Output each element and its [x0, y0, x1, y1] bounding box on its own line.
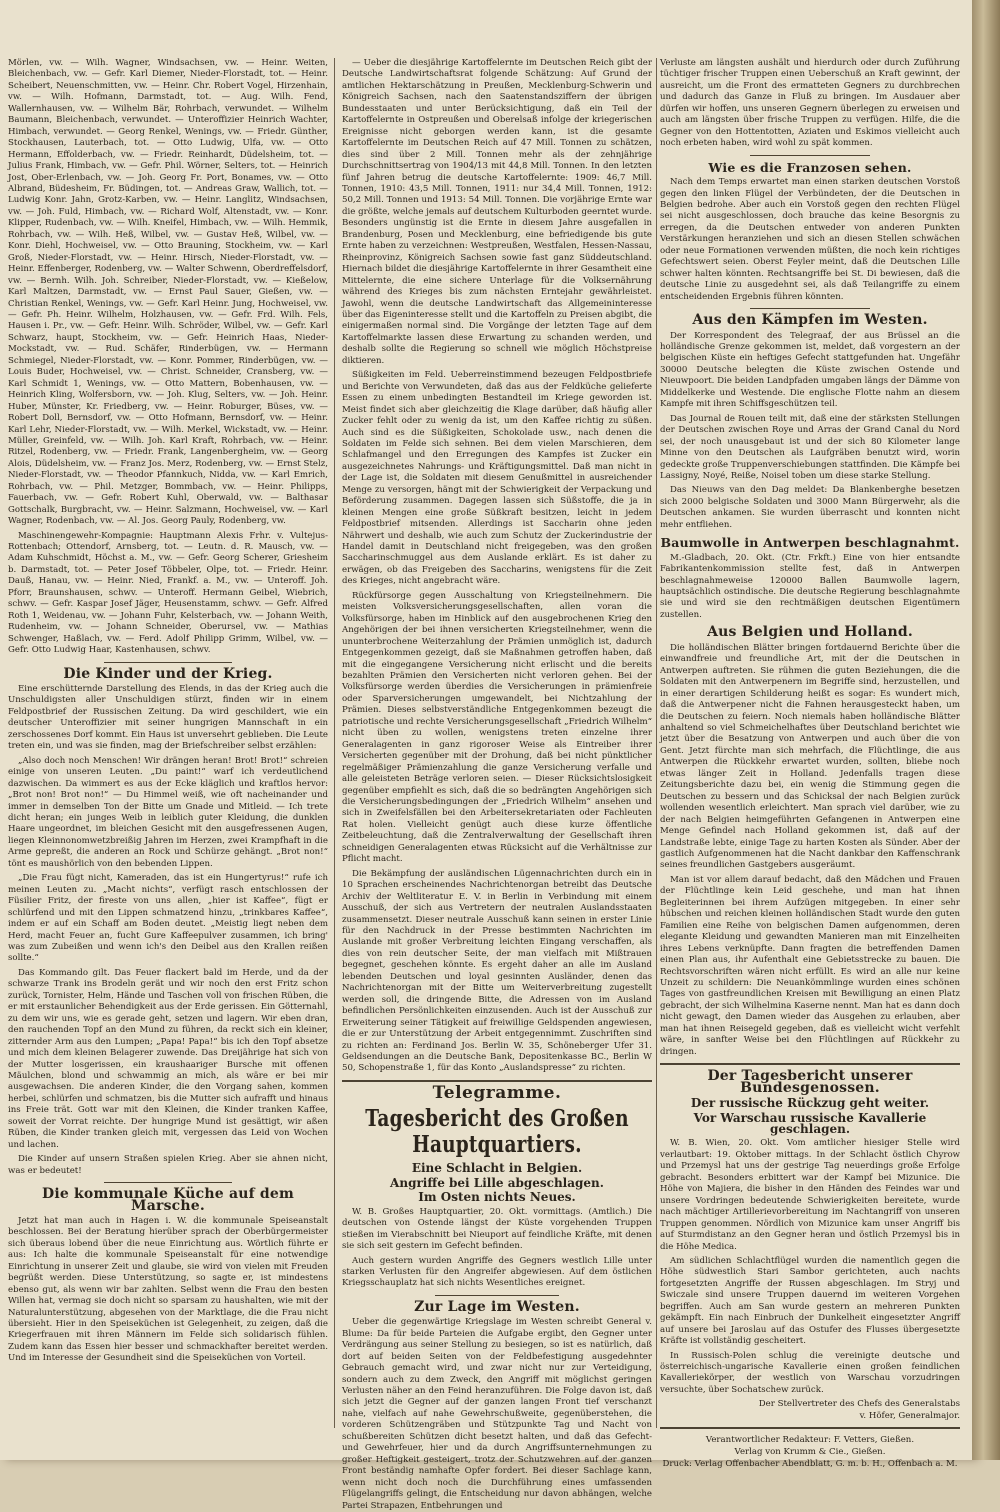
casualty-list: Mörlen, vw. — Wilh. Wagner, Windsachsen, vw. — Heinr. Weiten, Bleichenbach, vw. — Gefr. Karl Diemer, Nieder-Florstadt, tot. — Heinr. Scheibert, Neuenschmitten, vw. — Heinr. Chr. Robert Vogel, Hirzenhain, vw. — Wilh. Hofmann, Darmstadt, tot. — Aug. Wilh. Fend, Wallernhausen, vw. — Wilhelm Bär, Rohrbach, verwundet. — Wilhelm Baumann, Bleichenbach, verwundet. — Unteroffizier Heinrich Wachter, Himbach, verwundet. — Georg Renkel, Wenings, vw. — Friedr. Günther, Stockhausen, Lauterbach, tot. — Otto Ludwig, Ulfa, vw. — Otto Hermann, Effolderbach, vw. — Friedr. Reinhardt, Düdelsheim, tot. — Julius Frank, Himbach, vw. — Gefr. Phil. Wörner, Selters, tot. — Heinrich Jost, Ober-Erlenbach, vw. — Joh. Georg Fr. Port, Bonames, vw. — Otto Albrand, Büdesheim, Fr. Büdingen, tot. — Andreas Graw, Wallich, tot. — Ludwig Konr. Jahn, Grotz-Karben, vw. — Heinr. Langlitz, Windsachsen, vw. — Joh. Fuld, Himbach, vw. — Richard Wolf, Altenstadt, vw. — Konr. Klipper, Rudenbach, vw. — Wilh. Kneifel, Himbach, vw. — Wilh. Hemmik, Rohrbach, vw. — Wilh. Heß, Wilbel, vw. — Gustav Heß, Wilbel, vw. — Konr. Diehl, Hochweisel, vw. — Otto Brauning, Stockheim, vw. — Karl Groß, Nieder-Florstadt, vw. — Heinr. Hirsch, Nieder-Florstadt, vw. — Heinr. Effenberger, Rodenberg, vw. — Walter Schwenn, Oberdreffelsdorf, vw. — Bernh. Wilh. Joh. Schreiber, Nieder-Florstadt, vw. — Kießelow, Karl Maltzen, Darmstadt, vw. — Ernst Paul Sauer, Gießen, vw. — Christian Renkel, Wenings, vw. — Gefr. Karl Heinr. Jung, Hochweisel, vw. — Gefr. Ph. Heinr. Wilhelm, Holzhausen, vw. — Gefr. Frd. Wilh. Fels, Hausen i. Pr., vw. — Gefr. Heinr. Wilh. Schröder, Wilbel, vw. — Gefr. Karl Schwarz, haupt, Stockheim, vw. — Gefr. Heinrich Haas, Nieder-Mockstadt, vw. — Rud. Schäfer, Rinderbügen, vw. — Hermann Schmiegel, Nieder-Florstadt, vw. — Konr. Pommer, Rinderbügen, vw. — Louis Buder, Hochweisel, vw. — Christ. Schneider, Cransberg, vw. — Karl Schmidt 1, Wenings, vw. — Otto Mattern, Bobenhausen, vw. — Heinrich Kling, Wolfersborn, vw. — Joh. Klug, Selters, vw. — Joh. Heinr. Huber, Münster, Kr. Friedberg, vw. — Heinr. Roburger, Büses, vw. — Robert Doll, Bernsdorf, vw. — Otto Hofmann, Bernsdorf, vw. — Heinr. Karl Lehr, Nieder-Florstadt, vw. — Wilh. Merkel, Wickstadt, vw. — Heinr. Müller, Greinfeld, vw. — Wilh. Joh. Karl Kraft, Rohrbach, vw. — Heinr. Ritzel, Rodenberg, vw. — Friedr. Frank, Langenbergheim, vw. — Georg Alois, Düdelsheim, vw. — Franz Jos. Merz, Rodenberg, vw. — Ernst Stelz, Nieder-Florstadt, vw. — Theodor Pfannkuch, Nidda, vw. — Karl Emrich, Rohrbach, vw. — Phil. Metzger, Bommbach, vw. — Heinr. Philipps, Fauerbach, vw. — Gefr. Robert Kuhl, Oberwald, vw. — Balthasar Gottschalk, Burgbracht, vw. — Heinr. Salzmann, Hochweisel, vw. — Karl Wagner, Rodenbach, vw. — Al. Jos. Georg Pauly, Rodenberg, vw.	[8, 58, 328, 527]
separator	[750, 155, 870, 156]
subhead-lille: Angriffe bei Lille abgeschlagen.	[390, 1175, 604, 1190]
headline-kaempfe: Aus den Kämpfen im Westen.	[692, 312, 928, 329]
column-rule	[656, 58, 657, 1428]
bundes-paragraph-1: W. B. Wien, 20. Okt. Vom amtlicher hiesiger Stelle wird verlautbart: 19. Oktober mittags. In der Schlacht östlich Chyrow und Przemysl hat uns der gestrige Tag neuerdings große Erfolge gebracht. Besonders erbittert war der Kampf bei Mizunice. Die Höhe von Majiera, die bisher in den Händen des Feindes war und unsere Vordringen bedeutende Schwierigkeiten bereitete, wurde nach mächtiger Artillerievorbereitung im Nachtangriff von unseren Truppen genommen. Nördlich von Mizunice kam unser Angriff bis auf Sturmdistanz an den Gegner heran und östlich Przemysl bis in die Höhe Medica.	[660, 1138, 960, 1252]
subhead-osten: Im Osten nichts Neues.	[418, 1190, 576, 1205]
kinder-paragraph-4: Das Kommando gilt. Das Feuer flackert bald im Herde, und da der schwarze Trank ins Brodeln gerät und wir noch den erst Fritz schon zurück, Tornister, Helm, Hände und Taschen voll von frischen Rüben, die er mit erstaunlicher Behendigkeit aus der Erde gerissen. Ein Götternahl, zu dem wir uns, wie es gerade geht, setzen und lagern. Wir eben dran, den rauchenden Topf an den Mund zu führen, da reckt sich ein kleiner, zitternder Arm aus den Lumpen; „Papa! Papa!“ bis ich den Topf absetze und mich dem kleinen Belagerer zuwende. Das Dreijährige hat sich von der Mutter losgerissen, ein kraushaariger Bursche mit offenen Mäulchen, blond und schwammig an mich, als wäre er bei mir ausgewachsen. Die anderen Kinder, die den Vorgang sahen, kommen herbei, schlürfen und schmatzen, bis die Mutter sich aufrafft und hinaus ins Freie trät. Gott war mit den Kleinen, die Kinder tranken Kaffee, soweit der Vorrat reichte. Der hungrige Mund ist gesättigt, wir aßen Rüben, die Kinder tranken gleich mit, vergessen das Leid von Wochen und lachen.	[8, 967, 328, 1150]
imprint-editor: Verantwortlicher Redakteur: F. Vetters, Gießen.	[705, 1435, 915, 1446]
column-rule	[334, 58, 335, 1428]
suess-paragraph: Süßigkeiten im Feld. Ueberreinstimmend bezeugen Feldpostbriefe und Berichte von Verwundeten, daß das aus der Feldküche gelieferte Essen zu einem unbedingten Bestandteil im Kriege geworden ist. Meist findet sich aber gleichzeitig die Klage darüber, daß häufig aller Zucker fehlt oder zu wenig da ist, um den Kaffee richtig zu süßen. Auch sind es die Süßigkeiten, Schokolade usw., nach denen die Soldaten im Felde sich sehnen. Bei dem vielen Marschieren, dem Schlafmangel und den Erregungen des Kampfes ist Zucker ein ausgezeichnetes Nahrungs- und Kräftigungsmittel. Daß man nicht in der Lage ist, die Soldaten mit diesem Genußmittel in ausreichender Menge zu versorgen, hängt mit der Schwierigkeit der Verpackung und Beförderung zusammen. Dagegen lassen sich Süßstoffe, die ja in kleinen Mengen eine große Süßkraft besitzen, leicht in jedem Feldpostbrief mitsenden. Allerdings ist Saccharin ohne jeden Nährwert und deshalb, wie auch zum Schutz der Zuckerindustrie der Handel damit in Deutschland nicht freigegeben, was den großen Saccharinschmuggel aus dem Auslande erklärt. Es ist daher zu erwägen, ob das Freigeben des Saccharins, wenigstens für die Zeit des Krieges, nicht angebracht wäre.	[342, 370, 652, 587]
belgien-paragraph-2: Man ist vor allem darauf bedacht, daß den Mädchen und Frauen der Flüchtlinge kein Leid geschehe, und man hat ihnen Begleiterinnen bei ihrem Aufzügen mitgegeben. In einer sehr hübschen und reichen kleinen holländischen Stadt wurde den guten Familien eine Reihe von belgischen Damen aufgenommen, deren elegante Kleidung und gewandten Manieren man mit Einzelheiten ihres Lebens verknüpfte. Dann fragten die betreffenden Damen einen Plan aus, ihr Aufenthalt eine Gebietsstrecke zu bauen. Die Rechtsvorschriften wären nicht erfüllt. Es wird an alle nur keine Unzeit zu schildern: Die Neuankömmlinge wurden eines schönen Tages von gastfreundlichen Kreisen mit Bewilligung an einen Platz gebracht, der sich Wilhelmina Kaserne nennt. Man hat es dann doch nicht gewagt, den Damen wieder das Ausgehen zu erlauben, aber man hat ihnen Reisegeld gegeben, daß es vielleicht wicht verfehlt wäre, in sanfter Weise bei den Flüchtlingen auf Rückkehr zu dringen.	[660, 874, 960, 1057]
subhead-rueckzug: Der russische Rückzug geht weiter.	[690, 1096, 930, 1111]
headline-kinder: Die Kinder und der Krieg.	[63, 665, 273, 682]
imprint-printer: Druck: Verlag Offenbacher Abendblatt, G. m. b. H., Offenbach a. M.	[662, 1459, 958, 1470]
bekaempfung-paragraph: Die Bekämpfung der ausländischen Lügennachrichten durch ein in 10 Sprachen erscheinendes Nachrichtenorgan betreibt das Deutsche Archiv der Weltliteratur E. V. in Berlin in Verbindung mit einem Ausschuß, der sich aus Vertretern der neutralen Auslandsstaaten zusammensetzt. Dieser neutrale Ausschuß kann seinen in erster Linie für den Nachdruck in der Presse bestimmten Nachrichten im Auslande mit großer Verbreitung leichten Eingang verschaffen, als dies von rein deutscher Seite, der man vielfach mit Mißtrauen begegnet, geschehen könnte. Es ergeht daher an alle im Ausland lebenden Deutschen und loyal gesinnten Ausländer, denen das Nachrichtenorgan mit der Bitte um Weiterverbreitung zugestellt werden soll, die dringende Bitte, die Adressen von im Ausland befindlichen Persönlichkeiten einzusenden. Auch ist der Ausschuß zur Erweiterung seiner Tätigkeit auf freiwillige Geldspenden angewiesen, die er zur Unterstützung der Arbeit entgegennimmt. Zuschriften sind zu richten an: Ferdinand Jos. Berlin W. 35, Schöneberger Ufer 31. Geldsendungen an die Deutsche Bank, Depositenkasse BC., Berlin W 50, Schopenstraße 1, für das Konto „Auslandspresse“ zu richten.	[342, 868, 652, 1074]
column-2	[342, 58, 653, 1511]
lage-paragraph: Ueber die gegenwärtige Kriegslage im Westen schreibt General v. Blume: Da für beide Parteien die Aufgabe ergibt, den Gegner unter Verdrängung aus seiner Stellung zu besiegen, so ist es natürlich, daß dort auf beiden Seiten von der Feldbefestigung ausgedehnter Gebrauch gemacht wird, und zwar nicht nur zur Verteidigung, sondern auch zu dem Zweck, den Angriff mit möglichst geringen Verlusten näher an den Feind heranzuführen. Die Folge davon ist, daß sich jetzt die Gegner auf der ganzen langen Front tief verschanzt nahe, vielfach auf nahe Gewehrschußweite, gegenüberstehen, die vorderen Schützengräben und Stützpunkte Tag und Nacht von schußbereiten Schützen dicht besetzt halten, und daß das Gefecht- und Gewehrfeuer, hier und da durch Angriffsunternehmungen zu großer Heftigkeit gesteigert, trotz der Schutzwehren auf der ganzen Front beständig namhafte Opfer fordert. Bei dieser Sachlage kann, wenn nicht doch noch die Durchführung eines umfassenden Flügelangriffs gelingt, die Entscheidung nur davon abhängen, welche Partei Strapazen, Entbehrungen und	[342, 1317, 652, 1511]
separator	[660, 1427, 960, 1429]
headline-kueche: Die kommunale Küche auf dem Marsche.	[41, 1186, 294, 1214]
baumwolle-paragraph: M.-Gladbach, 20. Okt. (Ctr. Frkft.) Eine von hier entsandte Fabrikantenkommission stellte fest, daß in Antwerpen beschlagnahmeweise 120000 Ballen Baumwolle lagern, hauptsächlich ostindische. Die deutsche Regierung beschlagnahmte sie und wird sie den rechtmäßigen deutschen Eigentümern zustellen.	[660, 552, 960, 620]
headline-belgien: Aus Belgien und Holland.	[707, 624, 913, 641]
separator	[660, 1063, 960, 1065]
franzosen-paragraph: Nach dem Temps erwartet man einen starken deutschen Vorstoß gegen den linken Flügel der Verbündeten, der die Deutschen in Belgien bedrohe. Aber auch ein Vorstoß gegen den rechten Flügel sei nicht ausgeschlossen, doch brauche das keine Besorgnis zu erregen, da die Deutschen entweder von anderen Punkten Verstärkungen heranziehen und sich an diesen Stellen schwächen oder neue Formationen verwenden müßten, die noch kein richtiges Gefechtswert seien. Oberst Feyler meint, daß die Deutschen Lille schwer halten könnten. Rechtsangriffe bei St. Di bewiesen, daß die deutsche Linie zu ausgedehnt sei, als daß Teilangriffe zu einem entscheidenden Ergebnis führen könnten.	[660, 177, 960, 302]
column-3	[660, 58, 960, 1470]
subhead-warschau: Vor Warschau russische Kavallerie geschlagen.	[693, 1110, 927, 1136]
kinder-paragraph-1: Eine erschütternde Darstellung des Elends, in das der Krieg auch die Unschuldigsten aller Unschuldigen stürzt, finden wir in einem Feldpostbrief der Russischen Zeitung. Da wird geschildert, wie ein deutscher Unteroffizier mit seiner hungrigen Mannschaft in ein zerschossenes Dorf kommt. Ein Haus ist unversehrt geblieben. Die Leute treten ein, und was sie finden, mag der Briefschreiber selbst erzählen:	[8, 684, 328, 752]
continuation-paragraph: Verluste am längsten aushält und hierdurch oder durch Zuführung tüchtiger frischer Truppen einen Ueberschuß an Kraft gewinnt, der ausreicht, um die Front des ermatteten Gegners zu durchbrechen und dadurch das Ganze in Fluß zu bringen. Im Ausdauer aber dürfen wir hoffen, uns unseren Gegnern überlegen zu erweisen und auch am längsten über frische Truppen zu verfügen. Hilfe, die die Gegner von den Hottentotten, Aziaten und Eskimos vielleicht auch noch erbeten haben, wird wohl zu spät kommen.	[660, 58, 960, 149]
separator	[750, 308, 870, 309]
kaempfe-paragraph-1: Der Korrespondent des Telegraaf, der aus Brüssel an die holländische Grenze gekommen ist, meldet, daß vorgestern an der belgischen Küste ein heftiges Gefecht stattgefunden hat. Ungefähr 30000 Deutsche belegten die Küste zwischen Ostende und Nieuwpoort. Die beiden Landpfaden umgaben längs der Dämme von Middelkerke und Westende. Die englische Flotte nahm an diesem Kampfe mit ihren Schiffsgeschützen teil.	[660, 330, 960, 410]
page-edge	[972, 0, 1000, 1460]
column-1	[8, 58, 328, 1438]
kartoffel-paragraph: — Ueber die diesjährige Kartoffelernte im Deutschen Reich gibt der Deutsche Landwirtschaftsrat folgende Schätzung: Auf Grund der amtlichen Hektarschätzung in Preußen, Mecklenburg-Schwerin und Königreich Sachsen, nach den Saatenstandsziffern der übrigen Bundesstaaten und unter Berücksichtigung, daß ein Teil der Kartoffelernte in Ostpreußen und Oberelsaß infolge der kriegerischen Ereignisse nicht geborgen werden kann, ist die gesamte Kartoffelernte im Deutschen Reich auf 47 Mill. Tonnen zu schätzen, dies sind über 2 Mill. Tonnen mehr als der zehnjährige Durchschnittsertrag von 1904/13 mit 44,8 Mill. Tonnen. In den letzten fünf Jahren betrug die deutsche Kartoffelernte: 1909: 46,7 Mill. Tonnen, 1910: 43,5 Mill. Tonnen, 1911: nur 34,4 Mill. Tonnen, 1912: 50,2 Mill. Tonnen und 1913: 54 Mill. Tonnen. Die vorjährige Ernte war die größte, welche jemals auf deutschem Kulturboden geerntet wurde. Besonders ungünstig ist die Ernte in diesem Jahre ausgefallen in Brandenburg, Posen und Mecklenburg, eine befriedigende bis gute Ernte haben zu verzeichnen: Westpreußen, Westfalen, Hessen-Nassau, Rheinprovinz, Königreich Sachsen sowie fast ganz Süddeutschland. Hiernach bildet die diesjährige Kartoffelernte in ihrer Gesamtheit eine Mittelernte, die eine sichere Unterlage für die Volksernährung während des Krieges bis zum nächsten Erntejahr gewährleistet. Jawohl, wenn die deutsche Landwirtschaft das Allgemeininteresse über das Eigeninteresse stellt und die Kartoffeln zu Preisen abgibt, die einigermaßen normal sind. Die Vorgänge der letzten Tage auf dem Kartoffelmarkte lassen diese Erwartung zu schanden werden, und deshalb sollte die Regierung so schnell wie möglich Höchstpreise diktieren.	[342, 58, 652, 366]
mg-company-list: Maschinengewehr-Kompagnie: Hauptmann Alexis Frhr. v. Vultejus-Rottenbach; Ottendorf, Arnsberg, tot. — Leutn. d. R. Mausch, vw. — Adam Kuhschmidt, Höchst a. M., vw. — Gefr. Georg Scherer, Griesheim b. Darmstadt, tot. — Peter Josef Többeler, Olpe, tot. — Friedr. Heinr. Dauß, Hanau, vw. — Heinr. Nied, Frankf. a. M., vw. — Unteroff. Joh. Pforr, Braunshausen, schwv. — Unteroff. Hermann Geibel, Wiebrich, schwv. — Gefr. Kaspar Josef Jäger, Heusenstamm, schwv. — Gefr. Alfred Roth 1, Weidenau, vw. — Johann Fuhr, Kelsterbach, vw. — Johann Weith, Rudenheim, vw. — Johann Schneider, Oberursel, vw. — Mathias Schwenger, Haßlach, vw. — Ferd. Adolf Philipp Grimm, Wilbel, vw. — Gefr. Otto Ludwig Haar, Kastenhausen, schwv.	[8, 530, 328, 656]
kaempfe-paragraph-3: Das Nieuws van den Dag meldet: Da Blankenberghe besetzen sich 2000 belgische Soldaten und 3000 Mann Bürgerwehr, als die Deutschen ankamen. Sie wurden überrascht und konnten nicht mehr entfliehen.	[660, 485, 960, 530]
headline-tagesbericht: Tagesbericht des Großen Hauptquartiers.	[365, 1106, 629, 1159]
headline-bundesgenossen: Der Tagesbericht unserer Bundesgenossen.	[707, 1068, 913, 1096]
bundes-paragraph-2: Am südlichen Schlachtflügel wurden die namentlich gegen die Höhe südwestlich Stari Sambor gerichteten, auch nachts fortgesetzten Angriffe der Russen abgeschlagen. Im Stryj und Swiczale sind unsere Truppen dauernd im weiteren Vorgehen begriffen. Auch am San wurde gestern an mehreren Punkten gekämpft. Ein nach Einbruch der Dunkelheit eingesetzter Angriff auf unsere bei Jaroslau auf das Ostufer des Flusses übergesetzte Kräfte ist vollständig gescheitert.	[660, 1255, 960, 1347]
subhead-schlacht: Eine Schlacht in Belgien.	[411, 1161, 583, 1176]
headline-franzosen: Wie es die Franzosen sehen.	[708, 159, 912, 175]
kinder-paragraph-2: „Also doch noch Menschen! Wir drängen heran! Brot! Brot!“ schreien einige von unseren Leuten. „Du paint!“ warf ich verdeutlichend dazwischen. Da wimmert es aus der Ecke kläglich und kraftlos hervor: „Brot non! Brot non!“ — Du Himmel weiß, wie oft nacheinander und immer in demselben Ton der Bitte um Gnade und Mitleid. — Ich trete dicht heran; ein junges Weib in leiblich guter Kleidung, die dunklen Haare ungeordnet, im bleichen Gesicht mit den ausgefressenen Augen, liegen Kleinnonomwetzbreißig Jahren im Herzen, zwei Krampfhaft in die Arme gepreßt, die anderen an Rock und Schürze gehängt. „Brot non!“ tönt es maushörlich von den bebenden Lippen.	[8, 755, 328, 869]
headline-lage: Zur Lage im Westen.	[414, 1298, 580, 1315]
separator	[104, 662, 232, 663]
signature-line-1: Der Stellvertreter des Chefs des Generalstabs	[758, 1399, 960, 1410]
kinder-paragraph-5: Die Kinder auf unsern Straßen spielen Krieg. Aber sie ahnen nicht, was er bedeutet!	[8, 1154, 328, 1176]
headline-telegramme: Telegramme.	[432, 1082, 562, 1103]
imprint-publisher: Verlag von Krumm & Cie., Gießen.	[734, 1447, 886, 1458]
separator	[104, 1182, 232, 1183]
separator	[342, 1080, 652, 1082]
belgien-paragraph-1: Die holländischen Blätter bringen fortdauernd Berichte über die einwandfreie und freundliche Art, mit der die Deutschen in Antwerpen auftreten. Sie rühmen die guten Beziehungen, die die Soldaten mit den Antwerpenern im Begriffe sind, herzustellen, und in einer derartigen Schilderung heißt es sogar: Es wundert mich, daß die Antwerpener nicht die Fahnen herausgesteckt haben, um die Deutschen zu feiern. Noch niemals haben holländische Blätter anhaltend so viel Schmeichelhaftes über Deutschland berichtet wie jetzt über die Besatzung von Antwerpen und auch über die von Gent. Jetzt fürchte man sich mehrfach, die Flüchtlinge, die aus Antwerpen die Rückkehr erwartet wurden, sollten, bliebe noch etwas länger Zeit in Holland. Jedenfalls tragen diese Zeitungsberichte dazu bei, ein wenig die Stimmung gegen die Deutschen zu bessern und das Schicksal der nach Belgien zurück wollenden wesentlich erleichtert. Man sprach viel darüber, wie zu der nach Belgien heimgeführten Gefangenen in Antwerpen eine Menge Gefindel nach Holland gekommen ist, daß auf der Landstraße lebte, einige Tage zu harten Kosten als Sünder. Aber der gastlich Aufgenommenen hat die Nacht dankbar den Kaffenschrank seines freundlichen Gastgebers ausgeräumt.	[660, 642, 960, 871]
kinder-paragraph-3: „Die Frau fügt nicht, Kameraden, das ist ein Hungertyrus!“ rufe ich meinen Leuten zu. „Macht nichts“, verfügt rasch entschlossen der Füsilier Fritz, der fireste von uns allen, „hier ist Kaffee“, fügt er schlürfend und mit den Lippen schmatzend hinzu, „trinkbares Kaffee“, indem er auf ein Schaff am Boden deutet. „Meistig liegt neben dem Herd, macht Feuer an, fucht Gure Kaffeepulver zusammen, ich bring' was zum Zubeißen und wenn ich's den Deibel aus den Krallen reißen sollte.“	[8, 873, 328, 964]
imprint	[660, 1434, 960, 1470]
wb-paragraph-2: Auch gestern wurden Angriffe des Gegners westlich Lille unter starken Verlusten für den Angreifer abgewiesen. Auf dem östlichen Kriegsschauplatz hat sich nichts Wesentliches ereignet.	[342, 1255, 652, 1289]
kaempfe-paragraph-2: Das Journal de Rouen teilt mit, daß eine der stärksten Stellungen der Deutschen zwischen Roye und Arras der Grand Canal du Nord sei, der noch unausgebaut ist und der sich 80 Kilometer lange Minne von den Deutschen als Laufgräben benutzt wird, worin gedeckte große Truppenverschiebungen stattfinden. Die Kämpfe bei Lassigny, Noyé, Reiße, Noisel toben um diese starke Stellung.	[660, 413, 960, 481]
headline-baumwolle: Baumwolle in Antwerpen beschlagnahmt.	[660, 535, 960, 551]
separator	[435, 1295, 559, 1296]
rueckfuersorge-paragraph: Rückfürsorge gegen Ausschaltung von Kriegsteilnehmern. Die meisten Volksversicherungsgesellschaften, allen voran die Volksfürsorge, haben im Hinblick auf den ausgebrochenen Krieg den Angehörigen der bei ihnen versicherten Kriegsteilnehmer, wenn die ununterbrochene Weiterzahlung der Prämien unmöglich ist, dadurch Entgegenkommen gezeigt, daß sie Maßnahmen getroffen haben, daß mit die eingegangene Versicherung nicht erlischt und die bereits bezahlten Prämien den Versicherten nicht verloren gehen. Bei der Volksfürsorge werden überdies die Versicherungen in prämienfreie oder Sparversicherungen umgewandelt, bei Nichtzahlung der Prämien. Dieses selbstverständliche Entgegenkommen bezeugt die patriotische und rechte Versicherungsgesellschaft „Friedrich Wilhelm“ nicht üben zu wollen, wenigstens treten einzelne ihrer Generalagenten in ganz rigoroser Weise als Eintreiber ihrer Versicherten gegenüber mit der Drohung, daß bei nicht pünktlicher regelmäßiger Prämienzahlung die ganze Versicherung verfalle und alle geleisteten Beträge verloren seien. — Dieser Rücksichtslosigkeit gegenüber empfiehlt es sich, daß die so bedrängten Angehörigen sich die Versicherungsbedingungen der „Friedrich Wilhelm“ ansehen und sich in Zweifelsfällen bei den Arbeitersekretariaten oder Fachleuten Rat holen. Vielleicht genügt auch diese kurze öffentliche Zeitbeleuchtung, daß die Zentralverwaltung der Gesellschaft ihren schneidigen Generalagenten etwas Rücksicht auf die Verhältnisse zur Pflicht macht.	[342, 590, 653, 865]
bundes-paragraph-3: In Russisch-Polen schlug die vereinigte deutsche und österreichisch-ungarische Kavallerie einen großen feindlichen Kavalleriekörper, der westlich von Warschau vorzudringen versuchte, über Sochatschew zurück.	[660, 1350, 960, 1395]
signature-line-2: v. Höfer, Generalmajor.	[859, 1410, 960, 1421]
kueche-paragraph: Jetzt hat man auch in Hagen i. W. die kommunale Speiseanstalt beschlossen. Bei der Beratung hierüber sprach der Oberbürgermeister sich überaus lobend über die neue Einrichtung aus. Wörtlich führte er aus: Ich halte die kommunale Speiseanstalt für eine notwendige Einrichtung in unserer Zeit und glaube, sie wird von vielen mit Freuden begrüßt werden. Diese Unterstützung, so sagte er, ist mindestens ebenso gut, als wenn wir bar zahlten. Selbst wenn die Frau den besten Willen hat, vermag sie doch nicht so sparsam zu haushalten, wie mit der Naturalunterstützung, abgesehen von der Marktlage, die die Frau nicht übersieht. Hier in den Speiseküchen ist Gelegenheit, zu zeigen, daß die Kriegerfrauen mit ihren Männern im Felde sich solidarisch fühlen. Zudem kann das Essen hier besser und schmackhafter bereitet werden. Und im Interesse der Gesundheit sind die Speiseküchen von Vorteil.	[8, 1215, 328, 1364]
wb-paragraph-1: W. B. Großes Hauptquartier, 20. Okt. vormittags. (Amtlich.) Die deutschen von Ostende längst der Küste vorgehenden Truppen stießen im Vierabschnitt bei Nieuport auf feindliche Kräfte, mit denen sie sich seit gestern im Gefecht befinden.	[342, 1206, 652, 1252]
